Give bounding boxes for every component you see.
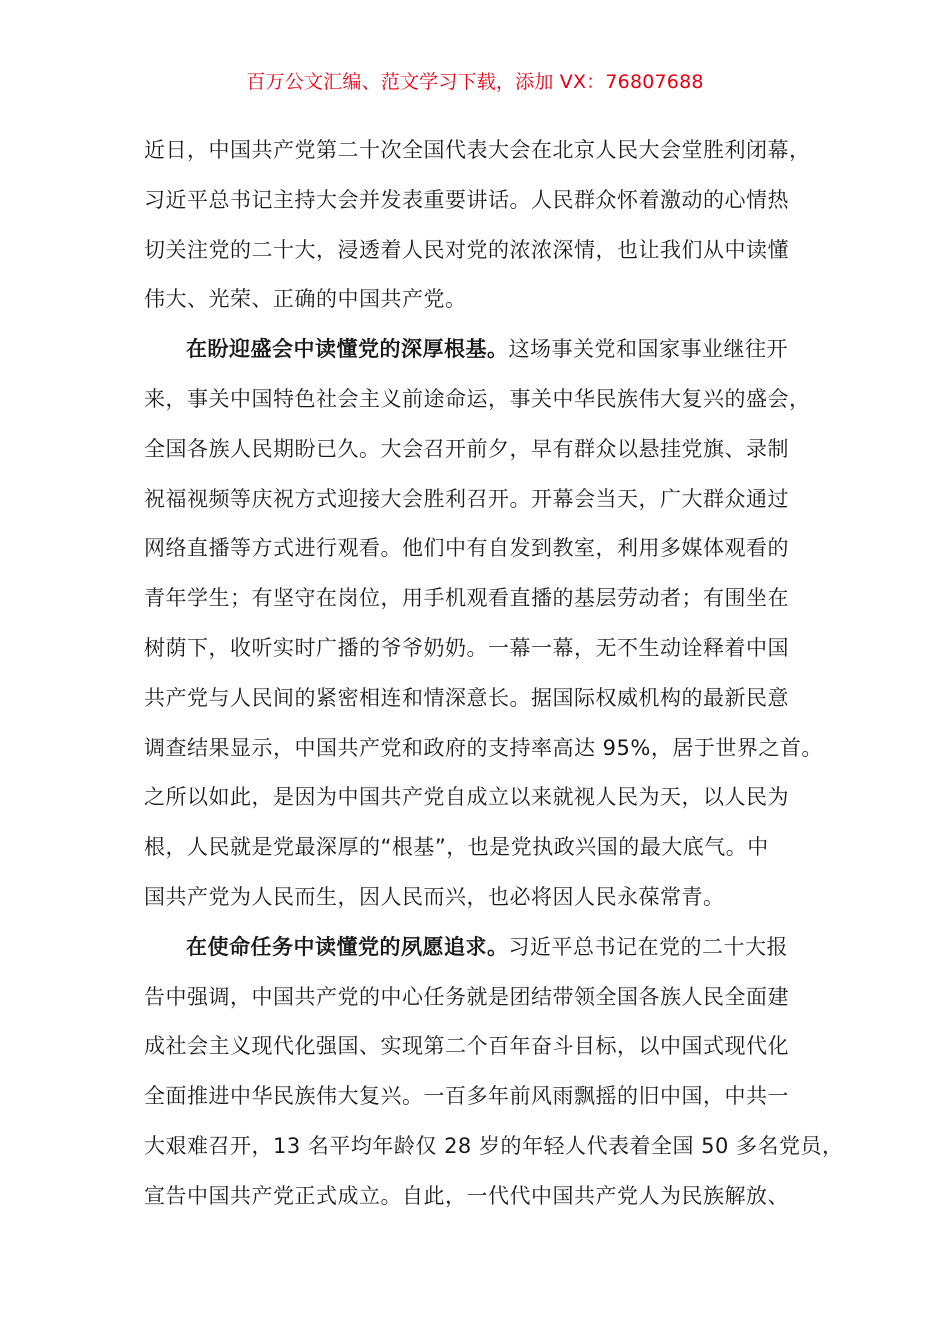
text-line: 切关注党的二十大，浸透着人民对党的浓浓深情，也让我们从中读懂 [144, 237, 789, 262]
text-line: 伟大、光荣、正确的中国共产党。 [144, 287, 467, 312]
text-line: 之所以如此，是因为中国共产党自成立以来就视人民为天，以人民为 [144, 785, 789, 810]
text-line: 大艰难召开，13 名平均年龄仅 28 岁的年轻人代表着全国 50 多名党员， [144, 1133, 844, 1158]
text-line: 宣告中国共产党正式成立。自此，一代代中国共产党人为民族解放、 [144, 1183, 789, 1208]
paragraph-intro [144, 126, 816, 325]
paragraph-first-line [144, 325, 816, 375]
article-body [144, 126, 844, 1222]
text-line: 近日，中国共产党第二十次全国代表大会在北京人民大会堂胜利闭幕， [144, 138, 811, 162]
text-line: 根，人民就是党最深厚的“根基”，也是党执政兴国的最大底气。中 [144, 835, 769, 860]
text-line: 国共产党为人民而生，因人民而兴，也必将因人民永葆常青。 [144, 884, 725, 909]
paragraph-heading: 在使命任务中读懂党的夙愿追求。 [186, 934, 509, 959]
text-line: 习近平总书记主持大会并发表重要讲话。人民群众怀着激动的心情热 [144, 187, 789, 212]
paragraph-first-line [144, 923, 816, 973]
paragraph-first-line-text: 这场事关党和国家事业继往开 [508, 337, 788, 362]
text-line: 树荫下，收听实时广播的爷爷奶奶。一幕一幕，无不生动诠释着中国 [144, 635, 789, 660]
text-line: 共产党与人民间的紧密相连和情深意长。据国际权威机构的最新民意 [144, 685, 789, 710]
paragraph-heading: 在盼迎盛会中读懂党的深厚根基。 [186, 337, 509, 362]
text-line: 祝福视频等庆祝方式迎接大会胜利召开。开幕会当天，广大群众通过 [144, 486, 789, 511]
text-line: 全国各族人民期盼已久。大会召开前夕，早有群众以悬挂党旗、录制 [144, 436, 789, 461]
paragraph-mission [144, 923, 844, 1222]
text-line: 调查结果显示，中国共产党和政府的支持率高达 95%，居于世界之首。 [144, 735, 823, 760]
text-line: 青年学生；有坚守在岗位，用手机观看直播的基层劳动者；有围坐在 [144, 586, 789, 611]
paragraph-deep-roots [144, 325, 823, 923]
paragraph-first-line-text: 习近平总书记在党的二十大报 [508, 934, 788, 959]
text-line: 全面推进中华民族伟大复兴。一百多年前风雨飘摇的旧中国，中共一 [144, 1084, 789, 1109]
text-line: 网络直播等方式进行观看。他们中有自发到教室，利用多媒体观看的 [144, 536, 789, 561]
header-watermark-text: 百万公文汇编、范文学习下载，添加 VX：76807688 [246, 71, 704, 93]
text-line: 来，事关中国特色社会主义前途命运，事关中华民族伟大复兴的盛会， [144, 386, 811, 411]
text-line: 成社会主义现代化强国、实现第二个百年奋斗目标，以中国式现代化 [144, 1034, 789, 1059]
text-line: 告中强调，中国共产党的中心任务就是团结带领全国各族人民全面建 [144, 984, 789, 1009]
